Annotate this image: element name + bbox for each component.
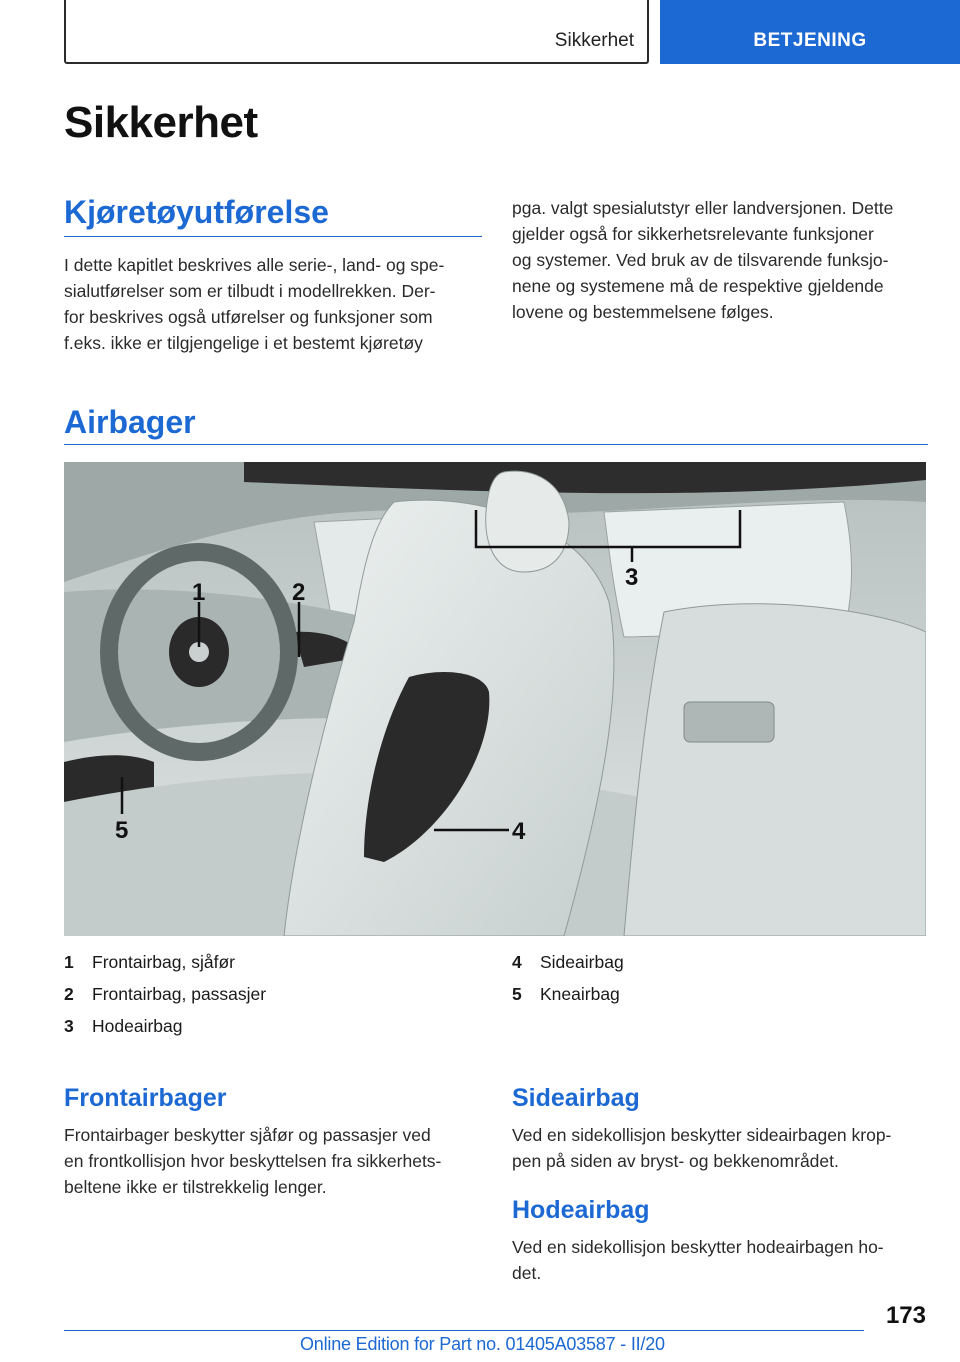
legend-item: [64, 978, 266, 1010]
legend-label: Frontairbag, sjåfør: [92, 952, 235, 972]
legend-num: 2: [64, 984, 74, 1004]
paragraph-sideairbag: [512, 1122, 942, 1174]
callout-1: 1: [192, 579, 206, 606]
legend-item: [64, 946, 266, 978]
paragraph-col1: [64, 252, 484, 356]
legend-item: [512, 946, 624, 978]
footer-edition[interactable]: Online Edition for Part no. 01405A03587 - II/20: [300, 1334, 665, 1354]
footer-rule: [64, 1330, 864, 1331]
text-line: pga. valgt spesialutstyr eller landversjonen. Dette: [512, 198, 894, 218]
callout-4: 4: [512, 818, 526, 845]
legend-num: 5: [512, 984, 522, 1004]
legend-label: Hodeairbag: [92, 1016, 183, 1036]
paragraph-hodeairbag: [512, 1234, 942, 1286]
text-line: det.: [512, 1263, 542, 1283]
page-title: Sikkerhet: [64, 98, 258, 147]
heading-rule: [64, 236, 482, 237]
car-interior-illustration: [64, 462, 926, 936]
text-line: en frontkollisjon hvor beskyttelsen fra sikkerhets-: [64, 1151, 442, 1171]
page-number: 173: [885, 1302, 926, 1329]
legend-label: Sideairbag: [540, 952, 624, 972]
legend-right: [512, 946, 624, 1010]
text-line: f.eks. ikke er tilgjengelige i et bestemt kjøretøy: [64, 333, 423, 353]
header-chapter-label: BETJENING: [753, 30, 867, 51]
text-line: Frontairbager beskytter sjåfør og passasjer ved: [64, 1125, 431, 1145]
text-line: Ved en sidekollisjon beskytter sideairbagen krop-: [512, 1125, 892, 1145]
text-line: beltene ikke er tilstrekkelig lenger.: [64, 1177, 327, 1197]
header-chapter-tab[interactable]: [660, 0, 960, 64]
legend-label: Frontairbag, passasjer: [92, 984, 267, 1004]
legend-num: 3: [64, 1016, 74, 1036]
text-line: og systemer. Ved bruk av de tilsvarende funksjo-: [512, 250, 889, 270]
legend-item: [64, 1010, 266, 1042]
legend-num: 1: [64, 952, 74, 972]
legend-left: [64, 946, 266, 1042]
heading-airbager: Airbager: [64, 404, 196, 440]
heading-frontairbager: Frontairbager: [64, 1084, 227, 1112]
heading-hodeairbag: Hodeairbag: [512, 1196, 650, 1224]
airbag-diagram: [64, 462, 926, 936]
legend-num: 4: [512, 952, 522, 972]
text-line: I dette kapitlet beskrives alle serie-, land- og spe-: [64, 255, 445, 275]
legend-label: Kneairbag: [540, 984, 620, 1004]
heading-kjoretoyutforelse: Kjøretøyutførelse: [64, 194, 329, 230]
text-line: gjelder også for sikkerhetsrelevante funksjoner: [512, 224, 874, 244]
heading-rule: [64, 444, 928, 445]
text-line: lovene og bestemmelsene følges.: [512, 302, 774, 322]
callout-3: 3: [625, 564, 639, 591]
text-line: nene og systemene må de respektive gjeldende: [512, 276, 884, 296]
paragraph-frontairbager: [64, 1122, 504, 1200]
paragraph-col2: [512, 195, 932, 325]
callout-2: 2: [292, 579, 306, 606]
text-line: Ved en sidekollisjon beskytter hodeairbagen ho-: [512, 1237, 884, 1257]
text-line: sialutførelser som er tilbudt i modellrekken. Der-: [64, 281, 436, 301]
heading-sideairbag: Sideairbag: [512, 1084, 640, 1112]
callout-5: 5: [115, 817, 129, 844]
text-line: pen på siden av bryst- og bekkenområdet.: [512, 1151, 839, 1171]
header-section-title: Sikkerhet: [554, 30, 634, 51]
text-line: for beskrives også utførelser og funksjoner som: [64, 307, 433, 327]
legend-item: [512, 978, 624, 1010]
